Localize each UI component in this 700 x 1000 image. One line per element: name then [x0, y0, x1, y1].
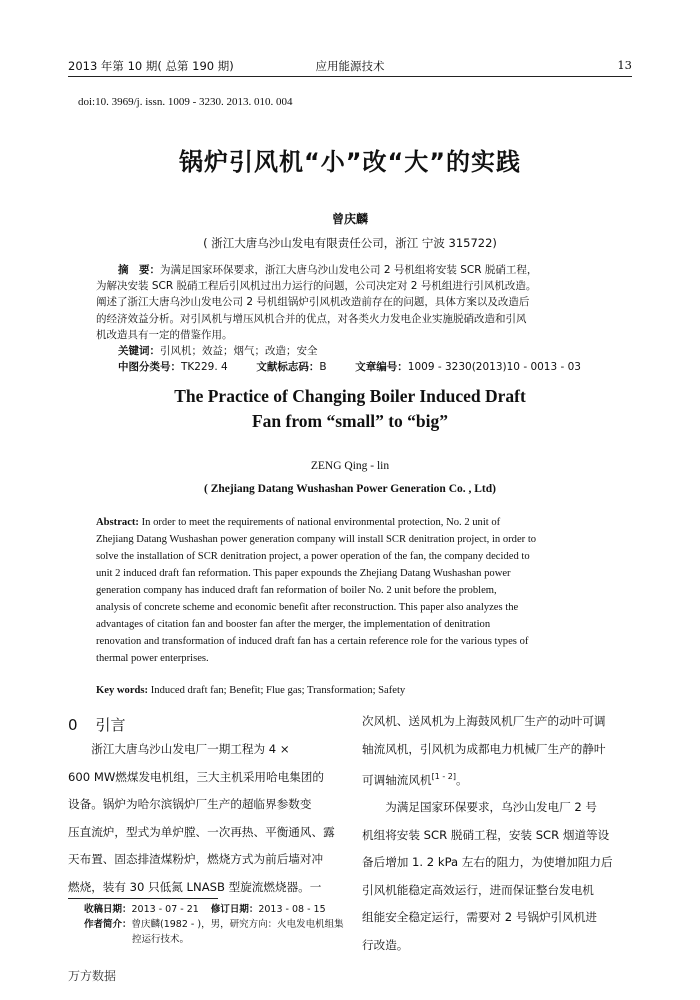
page-number: 13: [617, 58, 632, 72]
abstract-cn-label: 摘 要：: [118, 264, 160, 276]
document-code: B: [319, 361, 327, 374]
body-line: 行改造。: [362, 937, 409, 952]
author-cn: 曾庆麟: [331, 212, 368, 226]
affiliation-cn: ( 浙江大唐乌沙山发电有限责任公司，浙江 宁波 315722): [203, 236, 497, 250]
body-line: 引风机能稳定高效运行，进而保证整台发电机: [362, 882, 594, 897]
footnote-bio: 作者简介：曾庆麟(1982 - )，男，研究方向：火电发电机组集: [84, 919, 344, 930]
body-line: 次风机、送风机为上海鼓风机厂生产的动叶可调: [362, 714, 606, 728]
body-line: 压直流炉，型式为单炉膛、一次再热、平衡通风、露: [68, 824, 335, 839]
body-line: 机组将安装 SCR 脱硝工程，安装 SCR 烟道等设: [362, 827, 610, 842]
abstract-cn-line: 机改造具有一定的借鉴作用。: [96, 328, 233, 341]
paper-title-en: The Practice of Changing Boiler Induced Draft Fan from “small” to “big”: [174, 386, 526, 431]
right-column: [362, 708, 632, 959]
body-line: 为满足国家环保要求，乌沙山发电厂 2 号: [362, 800, 598, 815]
journal-name: 应用能源技术: [315, 59, 385, 73]
abstract-cn-line: 摘 要：为满足国家环保要求，浙江大唐乌沙山发电公司 2 号机组将安装 SCR 脱硝工程，: [118, 264, 538, 276]
footnote: [84, 902, 354, 947]
classification-line: 中图分类号：TK229. 4 文献标志码：B 文章编号：1009 - 3230(2013)10 - 0013 - 03: [118, 361, 581, 374]
body-line: 天布置、固态排渣煤粉炉，燃烧方式为前后墙对冲: [68, 852, 324, 866]
abstract-en-line: advantages of citation fan and booster fan after the merger, the implementation of denitration: [96, 619, 491, 630]
abstract-en-line: solve the installation of SCR denitration project, a power operation of the fan, the company decided to: [96, 551, 530, 562]
abstract-en-label: Abstract:: [96, 517, 139, 528]
abstract-en-line: Abstract: In order to meet the requirements of national environmental protection, No. 2 unit of: [96, 517, 501, 528]
body-line: 组能安全稳定运行，需要对 2 号锅炉引风机进: [362, 910, 598, 925]
abstract-en-line: renovation and transformation of induced draft fan has a certain reference role for the various types of: [96, 636, 529, 647]
body-line: 浙江大唐乌沙山发电厂一期工程为 4 ×: [68, 742, 290, 756]
abstract-cn-line: 阐述了浙江大唐乌沙山发电公司 2 号机组锅炉引风机改造前存在的问题，具体方案以及改造后: [96, 296, 530, 309]
abstract-cn-line: 的经济效益分析。对引风机与增压风机合并的优点，对各类火力发电企业实施脱硝改造和引风: [96, 312, 527, 325]
abstract-en: [96, 514, 622, 667]
abstract-cn: [96, 262, 622, 375]
body-line: 可调轴流风机[1 - 2]。: [362, 772, 468, 787]
watermark: 万方数据: [68, 969, 117, 983]
footnote-bio-cont: 控运行技术。: [132, 934, 190, 945]
section-title: 引言: [95, 716, 126, 734]
abstract-en-line: generation company has induced draft fan reformation of boiler No. 2 unit before the problem,: [96, 585, 497, 596]
author-en: ZENG Qing - lin: [310, 460, 390, 472]
footnote-dates: 收稿日期：2013 - 07 - 21 修订日期：2013 - 08 - 15: [84, 904, 326, 915]
keywords-en: Key words: Induced draft fan; Benefit; Flue gas; Transformation; Safety: [96, 685, 406, 696]
keywords-cn: 关键词：引风机；效益；烟气；改造；安全: [118, 345, 318, 358]
journal-issue: 2013 年第 10 期( 总第 190 期): [68, 59, 234, 73]
abstract-en-line: unit 2 induced draft fan reformation. This paper expounds the Zhejiang Datang Wushashan power: [96, 568, 511, 579]
abstract-en-line: analysis of concrete scheme and economic benefit after reconstruction. This paper also analyzes the: [96, 602, 519, 613]
body-line: 备后增加 1. 2 kPa 左右的阻力，为使增加阻力后: [362, 855, 613, 870]
affiliation-en: ( Zhejiang Datang Wushashan Power Generation Co. , Ltd): [203, 483, 496, 495]
body-line: 轴流风机，引风机为成都电力机械厂生产的静叶: [362, 741, 606, 756]
paper-title-cn: 锅炉引风机“小”改“大”的实践: [178, 148, 522, 176]
body-line: 设备。锅炉为哈尔滨锅炉厂生产的超临界参数变: [68, 797, 312, 811]
body-line: 燃烧，装有 30 只低氮 LNASB 型旋流燃烧器。一: [68, 879, 322, 894]
abstract-en-line: thermal power enterprises.: [96, 653, 209, 664]
citation: [1 - 2]: [431, 772, 456, 781]
footnote-rule: [68, 898, 218, 899]
clc-number: TK229. 4: [181, 361, 228, 374]
section-number: 0: [68, 716, 78, 734]
left-column: [68, 736, 346, 901]
abstract-en-line: Zhejiang Datang Wushashan power generation company will install SCR denitration project, in order to: [96, 534, 537, 545]
article-number: 1009 - 3230(2013)10 - 0013 - 03: [407, 361, 581, 374]
body-line: 600 MW燃煤发电机组，三大主机采用哈电集团的: [68, 769, 324, 784]
section-heading: [68, 714, 144, 735]
abstract-cn-line: 为解决安装 SCR 脱硝工程后引风机过出力运行的问题，公司决定对 2 号机组进行引风机改造。: [96, 280, 537, 293]
header-rule: [68, 76, 632, 77]
doi: doi:10. 3969/j. issn. 1009 - 3230. 2013. 010. 004: [78, 96, 293, 108]
